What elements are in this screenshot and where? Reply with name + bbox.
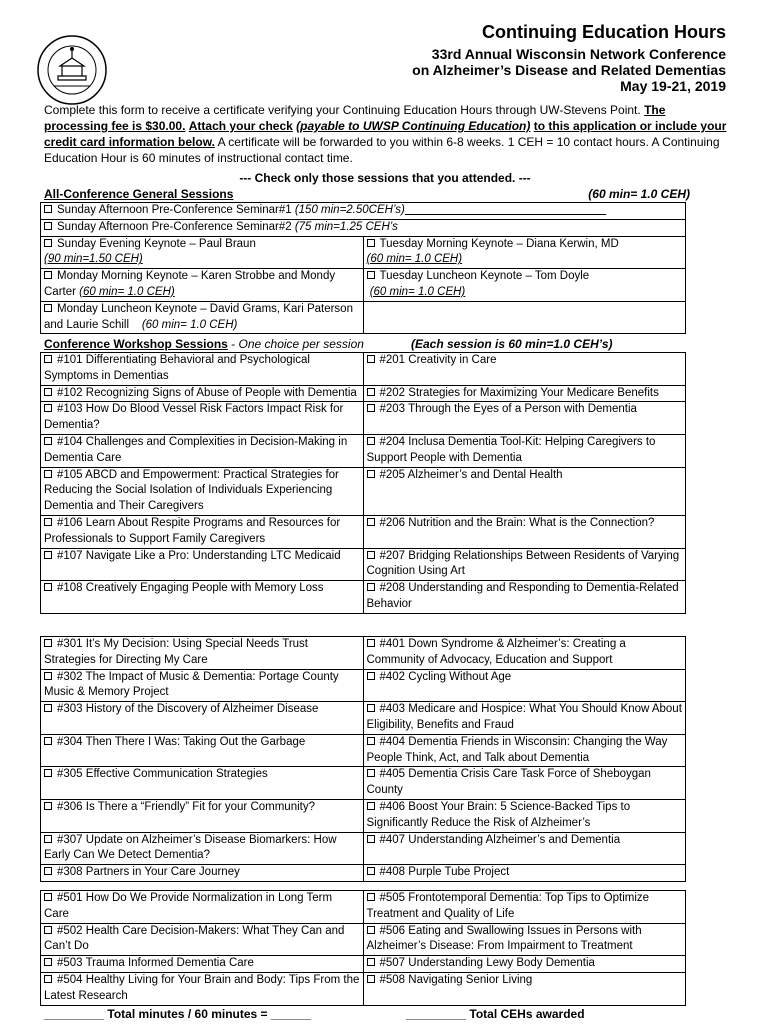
session-row	[41, 669, 686, 702]
session-label: #306 Is There a “Friendly” Fit for your Community?	[57, 800, 315, 813]
checkbox[interactable]	[367, 769, 375, 777]
session-cell	[41, 891, 364, 924]
attach-text: Attach your check	[188, 119, 293, 133]
checkbox[interactable]	[367, 437, 375, 445]
checkbox[interactable]	[367, 926, 375, 934]
checkbox[interactable]	[44, 835, 52, 843]
session-label: #506 Eating and Swallowing Issues in Persons with Alzheimer’s Disease: From Impairment to Treatment	[366, 924, 642, 953]
checkbox[interactable]	[44, 975, 52, 983]
session-cell	[363, 956, 686, 973]
session-ceh: (60 min= 1.0 CEH)	[141, 318, 238, 331]
session-label: #508 Navigating Senior Living	[379, 973, 533, 986]
session-label: #402 Cycling Without Age	[379, 670, 512, 683]
workshop-block-1	[40, 352, 686, 614]
session-label: #403 Medicare and Hospice: What You Should Know About Eligibility, Benefits and Fraud	[366, 703, 682, 731]
all-conference-heading	[44, 187, 690, 201]
session-cell	[363, 353, 686, 386]
session-label: #503 Trauma Informed Dementia Care	[57, 957, 254, 970]
checkbox[interactable]	[44, 958, 52, 966]
session-cell	[41, 972, 364, 1005]
session-row	[41, 637, 686, 670]
checkbox[interactable]	[44, 769, 52, 777]
session-row	[41, 353, 686, 386]
session-row	[41, 832, 686, 865]
session-cell	[363, 581, 686, 614]
session-cell	[41, 865, 364, 882]
session-cell	[363, 891, 686, 924]
checkbox[interactable]	[44, 893, 52, 901]
checkbox[interactable]	[44, 355, 52, 363]
session-label: #204 Inclusa Dementia Tool-Kit: Helping Caregivers to Support People with Dementia	[366, 435, 656, 464]
checkbox[interactable]	[367, 271, 375, 279]
checkbox[interactable]	[44, 304, 52, 312]
conference-subject: on Alzheimer’s Disease and Related Dementias	[412, 62, 726, 78]
checkbox[interactable]	[44, 802, 52, 810]
session-cell	[41, 734, 364, 767]
session-cell	[363, 702, 686, 735]
session-label: #502 Health Care Decision-Makers: What They Can and Can’t Do	[44, 924, 345, 953]
checkbox[interactable]	[44, 222, 52, 230]
checkbox[interactable]	[44, 205, 52, 213]
total-cehs-line: _________ Total CEHs awarded	[406, 1007, 585, 1021]
session-cell	[363, 669, 686, 702]
checkbox[interactable]	[44, 672, 52, 680]
session-cell	[363, 402, 686, 435]
session-cell	[41, 923, 364, 956]
conference-dates: May 19-21, 2019	[620, 78, 726, 94]
session-label: Monday Morning Keynote – Karen Strobbe and Mondy Carter	[44, 270, 336, 298]
checkbox[interactable]	[367, 704, 375, 712]
section-note: One choice per session	[238, 337, 364, 351]
session-cell	[363, 767, 686, 800]
session-cell	[41, 669, 364, 702]
checkbox[interactable]	[44, 388, 52, 396]
session-label: #304 Then There I Was: Taking Out the Garbage	[57, 735, 306, 748]
checkbox[interactable]	[44, 437, 52, 445]
general-sessions-table	[40, 202, 686, 334]
session-ceh: (60 min= 1.0 CEH)	[366, 253, 463, 266]
session-ceh: (90 min=1.50 CEH)	[44, 253, 143, 266]
session-row	[41, 385, 686, 402]
checkbox[interactable]	[44, 239, 52, 247]
checkbox[interactable]	[367, 893, 375, 901]
session-cell	[41, 515, 364, 548]
session-row	[41, 865, 686, 882]
session-row	[41, 702, 686, 735]
session-label: #103 How Do Blood Vessel Risk Factors Impact Risk for Dementia?	[44, 403, 344, 432]
session-row	[41, 891, 686, 924]
fee-text: The processing fee is $30.00.	[44, 103, 666, 133]
session-cell	[363, 734, 686, 767]
total-minutes-line: _________ Total minutes / 60 minutes = ______	[44, 1007, 311, 1021]
session-label: #505 Frontotemporal Dementia: Top Tips to Optimize Treatment and Quality of Life	[366, 892, 650, 920]
section-title: Conference Workshop Sessions	[44, 337, 228, 351]
session-label: #107 Navigate Like a Pro: Understanding LTC Medicaid	[57, 549, 341, 562]
session-label: #105 ABCD and Empowerment: Practical Strategies for Reducing the Social Isolation of Individuals Experiencing Dementia and Their Caregivers	[44, 468, 339, 513]
session-cell	[363, 385, 686, 402]
session-cell	[363, 923, 686, 956]
session-cell	[41, 581, 364, 614]
checkbox[interactable]	[44, 518, 52, 526]
session-label: #302 The Impact of Music & Dementia: Portage County Music & Memory Project	[44, 670, 339, 699]
session-cell	[41, 402, 364, 435]
checkbox[interactable]	[44, 926, 52, 934]
checkbox[interactable]	[367, 867, 375, 875]
checkbox[interactable]	[367, 835, 375, 843]
session-label: #405 Dementia Crisis Care Task Force of Sheboygan County	[366, 768, 651, 797]
session-label: #308 Partners in Your Care Journey	[57, 866, 240, 879]
conference-name: 33rd Annual Wisconsin Network Conference	[431, 46, 726, 62]
session-row	[41, 799, 686, 832]
instructions	[44, 102, 730, 166]
session-cell	[41, 702, 364, 735]
session-label: #202 Strategies for Maximizing Your Medicare Benefits	[379, 386, 659, 399]
checkbox[interactable]	[367, 239, 375, 247]
session-row	[41, 767, 686, 800]
checkbox[interactable]	[367, 355, 375, 363]
session-label: #407 Understanding Alzheimer’s and Dementia	[379, 833, 621, 846]
session-cell	[363, 832, 686, 865]
checkbox[interactable]	[44, 639, 52, 647]
session-label: #303 History of the Discovery of Alzheimer Disease	[57, 703, 319, 716]
session-label: #507 Understanding Lewy Body Dementia	[379, 957, 595, 970]
checkbox[interactable]	[44, 470, 52, 478]
session-label: #102 Recognizing Signs of Abuse of People with Dementia	[57, 386, 357, 399]
session-label: #201 Creativity in Care	[379, 354, 497, 366]
checkbox[interactable]	[44, 704, 52, 712]
session-label: #307 Update on Alzheimer’s Disease Biomarkers: How Early Can We Detect Dementia?	[44, 833, 337, 862]
session-cell	[41, 467, 364, 515]
session-row	[41, 515, 686, 548]
checkbox[interactable]	[367, 583, 375, 591]
session-label: #504 Healthy Living for Your Brain and Body: Tips From the Latest Research	[44, 973, 360, 1002]
session-ceh: (60 min= 1.0 CEH)	[79, 285, 175, 298]
session-label: #203 Through the Eyes of a Person with Dementia	[379, 403, 637, 416]
session-label: #401 Down Syndrome & Alzheimer’s: Creating a Community of Advocacy, Education and Support	[366, 638, 626, 666]
session-label: #106 Learn About Respite Programs and Resources for Professionals to Support Family Caregivers	[44, 516, 341, 545]
intro-text: Complete this form to receive a certificate verifying your Continuing Education Hours through UW-Stevens Point.	[44, 103, 641, 117]
session-label: #108 Creatively Engaging People with Memory Loss	[57, 582, 324, 595]
payable-text: (payable to UWSP Continuing Education)	[296, 119, 531, 133]
checkbox[interactable]	[367, 639, 375, 647]
session-cell	[363, 972, 686, 1005]
session-cell	[363, 515, 686, 548]
checkbox[interactable]	[367, 470, 375, 478]
checkbox[interactable]	[367, 518, 375, 526]
session-label: Sunday Evening Keynote – Paul Braun	[57, 237, 256, 250]
session-cell	[41, 832, 364, 865]
session-row	[41, 467, 686, 515]
checkbox[interactable]	[44, 271, 52, 279]
check-instruction: --- Check only those sessions that you attended. ---	[239, 171, 531, 185]
checkbox[interactable]	[367, 551, 375, 559]
checkbox[interactable]	[367, 388, 375, 396]
session-cell	[363, 434, 686, 467]
conference-subtitle	[412, 46, 726, 94]
session-row	[41, 581, 686, 614]
session-label: #301 It’s My Decision: Using Special Needs Trust Strategies for Directing My Care	[44, 638, 308, 666]
session-label: #205 Alzheimer’s and Dental Health	[379, 468, 563, 481]
session-label: #208 Understanding and Responding to Dementia-Related Behavior	[366, 582, 679, 610]
session-cell	[41, 956, 364, 973]
session-cell	[363, 548, 686, 581]
session-cell	[363, 467, 686, 515]
session-label: Tuesday Luncheon Keynote – Tom Doyle	[379, 270, 590, 283]
session-label: Sunday Afternoon Pre-Conference Seminar#2	[57, 220, 292, 233]
checkbox[interactable]	[44, 404, 52, 412]
checkbox[interactable]	[367, 975, 375, 983]
session-label: #206 Nutrition and the Brain: What is the Connection?	[379, 516, 655, 529]
session-cell	[363, 865, 686, 882]
session-label: #408 Purple Tube Project	[379, 866, 510, 879]
application-text: to this application or include your credit card information below.	[44, 119, 727, 149]
session-label: #207 Bridging Relationships Between Residents of Varying Cognition Using Art	[366, 549, 680, 578]
session-cell	[41, 637, 364, 670]
session-cell	[41, 767, 364, 800]
university-seal-icon	[36, 34, 108, 106]
session-ceh: (75 min=1.25 CEH’s	[294, 220, 398, 233]
session-row	[41, 548, 686, 581]
checkbox[interactable]	[367, 672, 375, 680]
session-row	[41, 956, 686, 973]
session-label: #501 How Do We Provide Normalization in Long Term Care	[44, 892, 333, 920]
workshop-heading: Conference Workshop Sessions - One choice per session (Each session is 60 min=1.0 CEH’s)	[44, 337, 613, 351]
session-label: #404 Dementia Friends in Wisconsin: Changing the Way People Think, Act, and Talk about Dementia	[366, 735, 668, 764]
session-row	[41, 923, 686, 956]
session-row	[41, 734, 686, 767]
checkbox[interactable]	[44, 583, 52, 591]
session-cell	[41, 799, 364, 832]
certificate-text: A certificate will be forwarded to you within 6-8 weeks. 1 CEH = 10 contact hours. A Continuing Education Hour is 60 minutes of instructional contact time.	[44, 135, 720, 165]
session-label: Monday Luncheon Keynote – David Grams, Kari Paterson and Laurie Schill	[44, 302, 353, 331]
workshop-block-3	[40, 890, 686, 1006]
session-cell	[41, 385, 364, 402]
session-label: #101 Differentiating Behavioral and Psychological Symptoms in Dementias	[44, 354, 310, 382]
section-title: All-Conference General Sessions	[44, 187, 234, 201]
section-ceh: (Each session is 60 min=1.0 CEH’s)	[411, 337, 613, 351]
session-row	[41, 434, 686, 467]
checkbox[interactable]	[367, 958, 375, 966]
checkbox[interactable]	[367, 737, 375, 745]
session-label: #406 Boost Your Brain: 5 Science-Backed Tips to Significantly Reduce the Risk of Alzheimer’s	[366, 800, 631, 829]
session-cell	[41, 353, 364, 386]
session-row	[41, 402, 686, 435]
session-ceh: (150 min=2.50CEH’s)	[294, 204, 405, 216]
session-ceh: (60 min= 1.0 CEH)	[369, 285, 466, 298]
session-row	[41, 972, 686, 1005]
section-ceh: (60 min= 1.0 CEH)	[588, 187, 690, 201]
checkbox[interactable]	[367, 802, 375, 810]
session-cell	[41, 548, 364, 581]
checkbox[interactable]	[44, 551, 52, 559]
workshop-block-2	[40, 636, 686, 882]
session-label: Tuesday Morning Keynote – Diana Kerwin, MD	[379, 237, 619, 250]
checkbox[interactable]	[44, 737, 52, 745]
session-label: #305 Effective Communication Strategies	[57, 768, 268, 781]
session-label: #104 Challenges and Complexities in Decision-Making in Dementia Care	[44, 435, 348, 464]
page-title: Continuing Education Hours	[482, 22, 726, 42]
session-cell	[41, 434, 364, 467]
session-label: Sunday Afternoon Pre-Conference Seminar#1	[57, 204, 292, 216]
checkbox[interactable]	[44, 867, 52, 875]
checkbox[interactable]	[367, 404, 375, 412]
session-cell	[363, 799, 686, 832]
session-cell	[363, 637, 686, 670]
